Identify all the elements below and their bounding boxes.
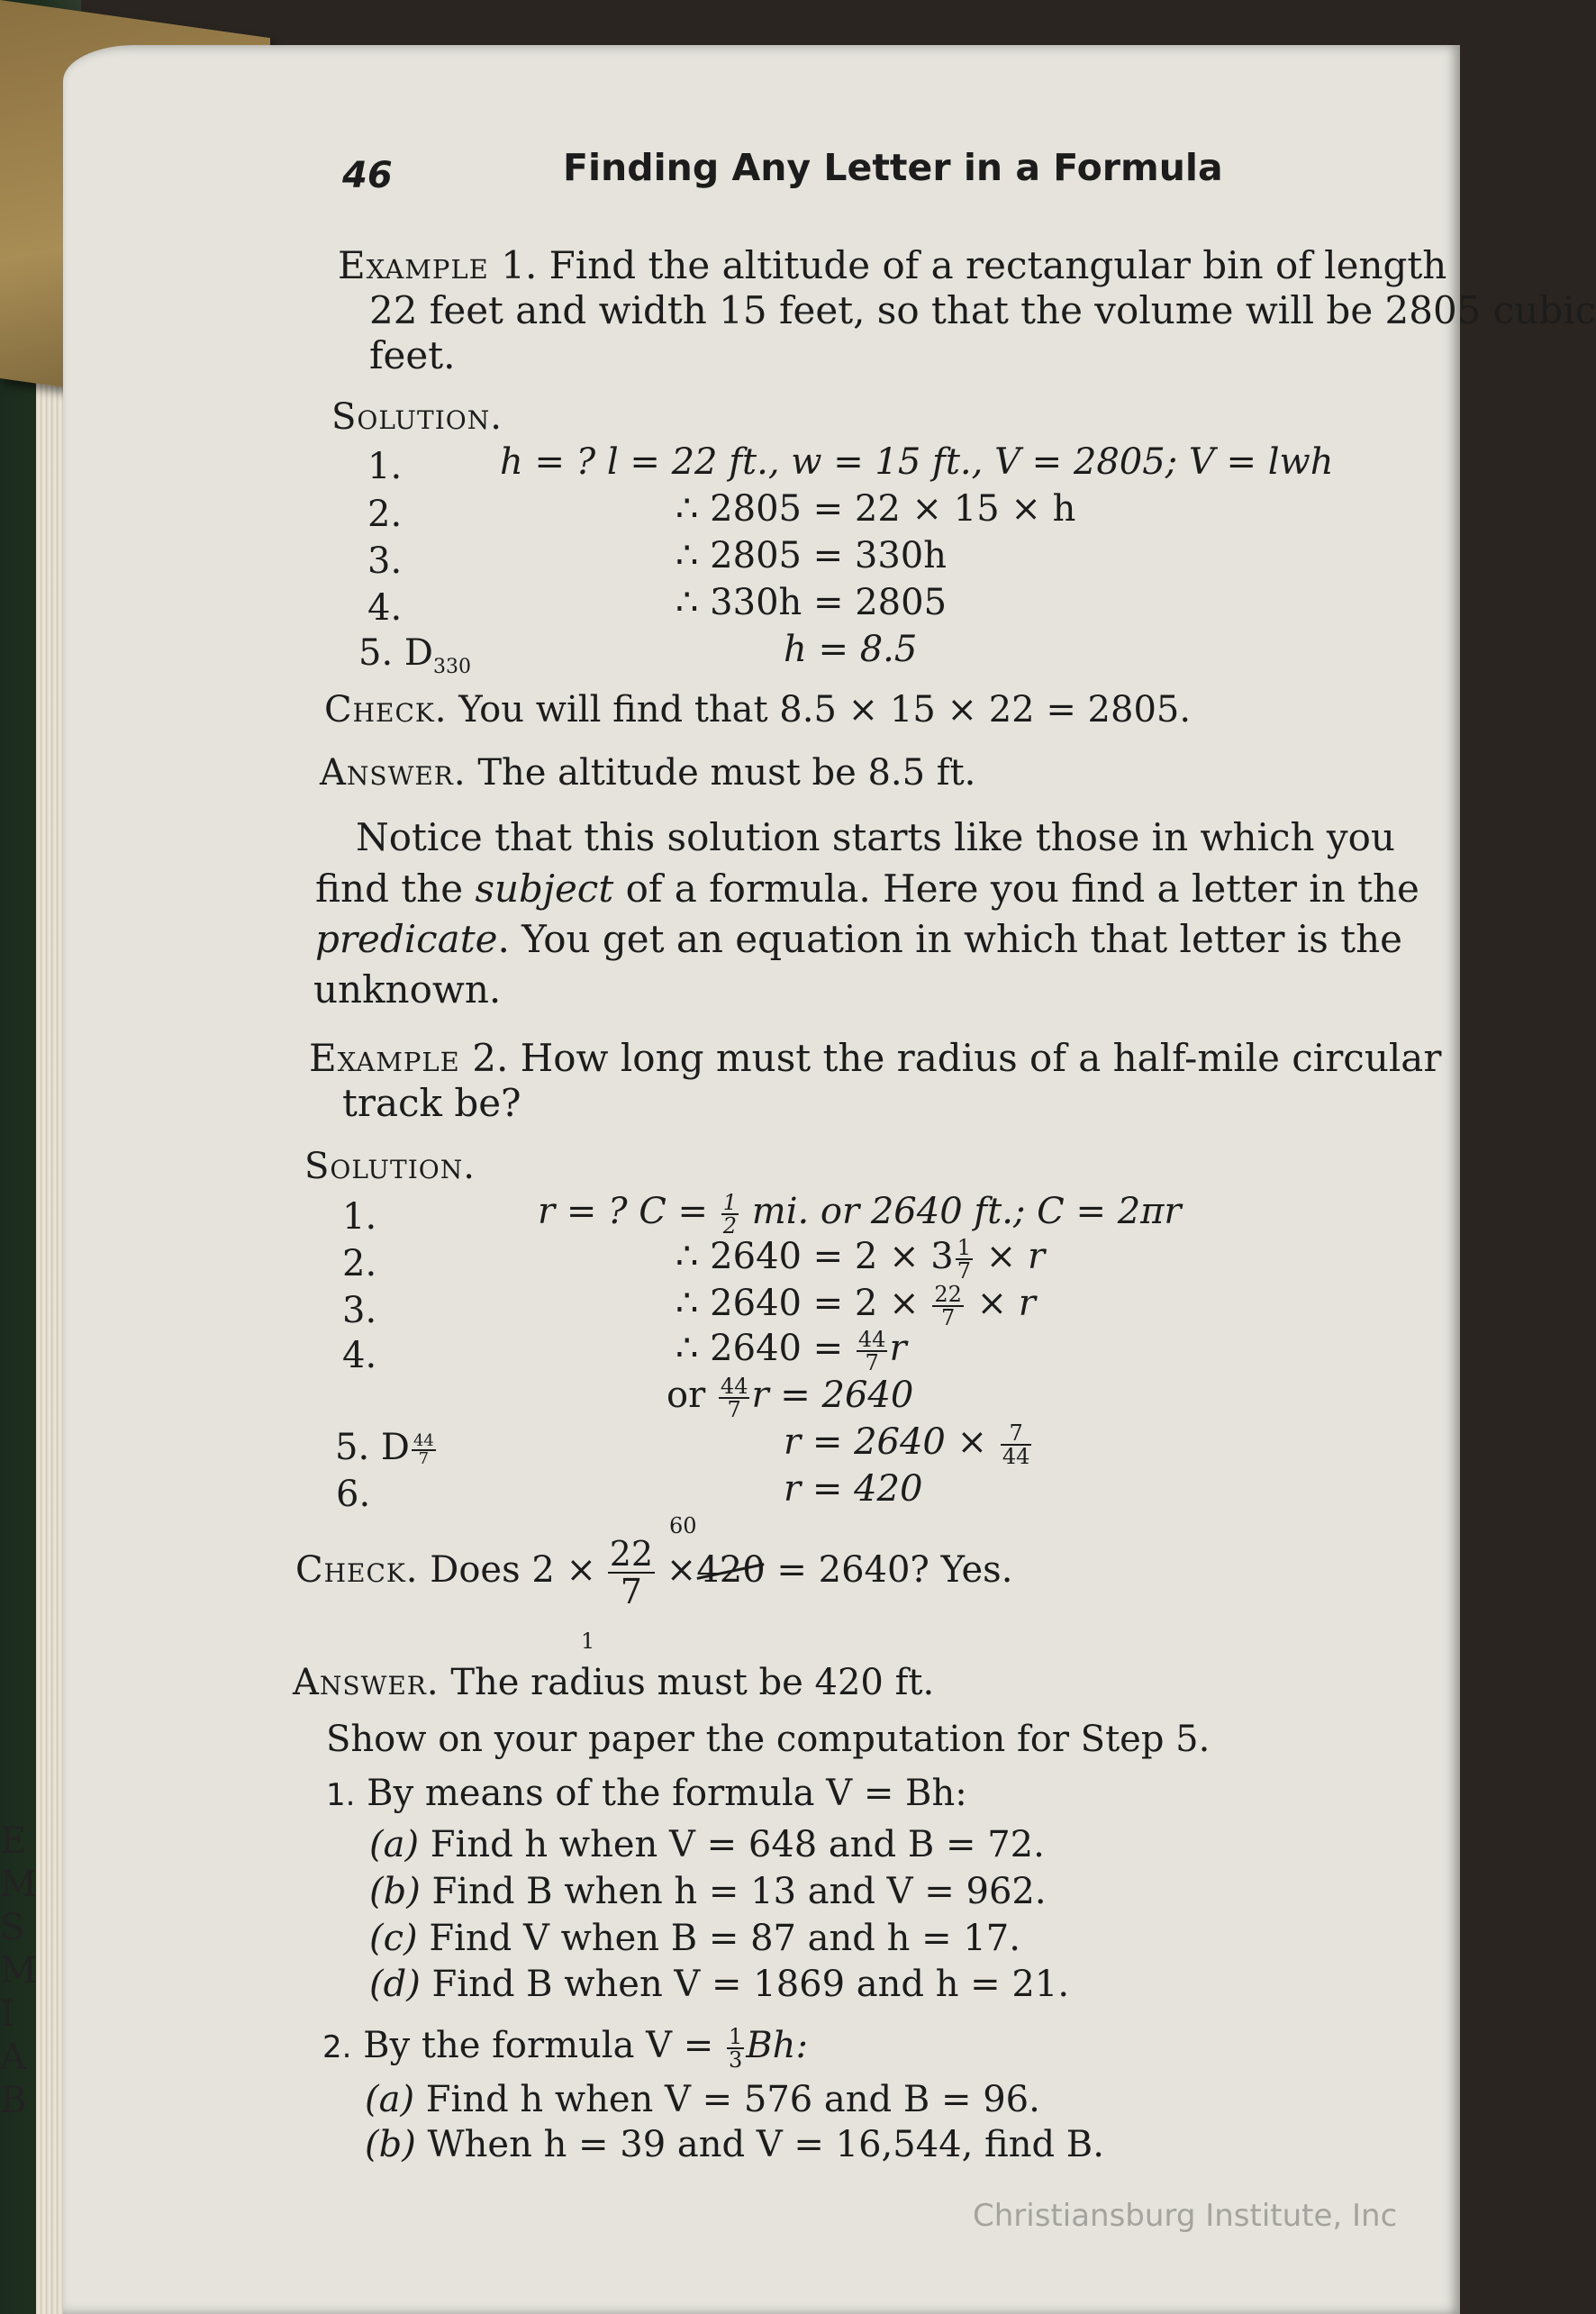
example1-label: Example xyxy=(338,243,489,287)
exercise1-item: (d) Find B when V = 1869 and h = 21. xyxy=(369,1964,1070,2005)
show-line: Show on your paper the computation for Step 5. xyxy=(326,1719,1211,1760)
example2-check: Check. Does 2 × $\frac{22}{7}$ ×420 = 2640? Yes. xyxy=(295,1534,1013,1611)
ex2-step-expr: ∴ 2640 = $\frac{44}{7}$ r xyxy=(676,1327,907,1375)
ex2-step-num: 2. xyxy=(342,1243,377,1284)
ex2-step-expr: r = 2640 × $\frac{7}{44}$ xyxy=(784,1420,1030,1469)
ex1-step-num: 4. xyxy=(367,587,403,629)
page-title: Finding Any Letter in a Formula xyxy=(563,146,1223,189)
example1-line2: 22 feet and width 15 feet, so that the volume will be 2805 cubic xyxy=(369,288,1596,332)
ex1-step-num: 2. xyxy=(367,494,403,535)
ex1-step-num: 5. $D_{330}$ xyxy=(358,632,471,678)
example2-line1: Example 2. How long must the radius of a half-mile circular xyxy=(309,1036,1442,1080)
ex1-step-expr: ∴ 330h = 2805 xyxy=(676,582,948,623)
watermark: Christiansburg Institute, Inc xyxy=(973,2198,1398,2234)
exercise2-item: (a) Find h when V = 576 and B = 96. xyxy=(365,2079,1040,2120)
notice-line2: find the subject of a formula. Here you find a letter in the xyxy=(315,867,1419,911)
ex2-step-expr: r = ? C = $\frac{1}{2}$ mi. or 2640 ft.; C = 2πr xyxy=(538,1190,1182,1239)
example2-line2: track be? xyxy=(342,1081,521,1125)
ex1-step-expr: h = 8.5 xyxy=(784,629,918,670)
cancel-above: 60 xyxy=(669,1513,697,1538)
book-page xyxy=(63,45,1596,2314)
example1-check: Check. You will find that 8.5 × 15 × 22 = 2805. xyxy=(324,689,1192,730)
example1-line3: feet. xyxy=(369,333,456,377)
exercise2-heading: 2. By the formula V = $\frac{1}{3}$ Bh: xyxy=(322,2024,808,2073)
ex2-step-expr: or $\frac{44}{7}$ r = 2640 xyxy=(667,1374,914,1422)
exercise1-item: (b) Find B when h = 13 and V = 962. xyxy=(369,1871,1047,1912)
ex2-step-expr: ∴ 2640 = 2 × $\frac{22}{7}$ × r xyxy=(676,1282,1036,1330)
notice-line1: Notice that this solution starts like those in which you xyxy=(356,815,1395,859)
example2-answer: Answer. The radius must be 420 ft. xyxy=(293,1662,935,1703)
exercise1-item: (c) Find V when B = 87 and h = 17. xyxy=(369,1918,1020,1959)
page-number: 46 xyxy=(342,155,393,196)
ex1-step-expr: ∴ 2805 = 22 × 15 × h xyxy=(676,488,1076,530)
page-content xyxy=(63,45,1596,2314)
ex2-step-num: 5. D $\frac{44}{7}$ xyxy=(335,1427,434,1468)
ex1-step-expr: h = ? l = 22 ft., w = 15 ft., V = 2805; V = lwh xyxy=(500,441,1334,483)
exercise2-item: (b) When h = 39 and V = 16,544, find B. xyxy=(365,2124,1104,2165)
cancel-below: 1 xyxy=(581,1629,595,1654)
ex1-step-num: 3. xyxy=(367,540,403,582)
exercise1-heading: 1. By means of the formula V = Bh: xyxy=(326,1773,967,1814)
example1-solution-label: Solution. xyxy=(331,396,503,438)
ex2-step-num: 4. xyxy=(342,1335,377,1376)
example2-solution-label: Solution. xyxy=(304,1146,476,1187)
notice-line4: unknown. xyxy=(313,967,502,1012)
ex1-step-num: 1. xyxy=(367,446,403,487)
ex2-step-num: 3. xyxy=(342,1290,377,1331)
left-margin-letters: E M S M I A B xyxy=(0,1820,37,2121)
ex2-step-num: 6. xyxy=(336,1474,371,1515)
example2-label: Example xyxy=(309,1036,460,1080)
ex2-step-num: 1. xyxy=(342,1196,377,1238)
exercise1-item: (a) Find h when V = 648 and B = 72. xyxy=(369,1824,1045,1865)
notice-line3: predicate. You get an equation in which that letter is the xyxy=(315,917,1402,961)
example1-answer: Answer. The altitude must be 8.5 ft. xyxy=(320,752,976,794)
ex2-step-expr: ∴ 2640 = 2 × 3 $\frac{1}{7}$ × r xyxy=(676,1235,1046,1284)
example1-line1: Example 1. Find the altitude of a rectangular bin of length xyxy=(338,243,1447,287)
ex1-step-expr: ∴ 2805 = 330h xyxy=(676,535,948,576)
ex2-step-expr: r = 420 xyxy=(784,1468,923,1510)
